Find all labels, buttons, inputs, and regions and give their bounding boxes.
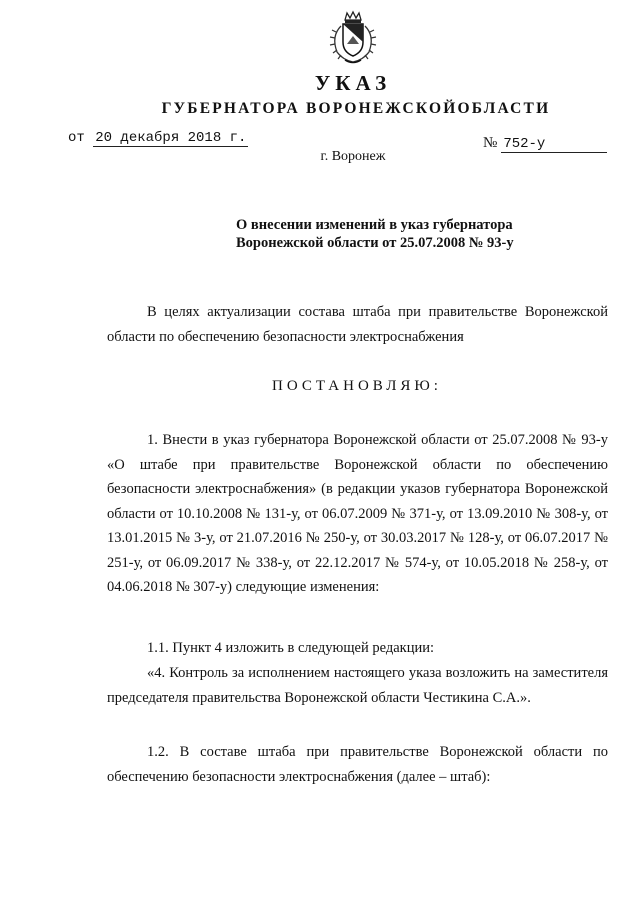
subject-line-1: О внесении изменений в указ губернатора [236, 217, 513, 233]
document-issuer: ГУБЕРНАТОРА ВОРОНЕЖСКОЙОБЛАСТИ [161, 100, 551, 117]
document-subject [236, 216, 514, 252]
preamble-block [107, 300, 608, 349]
item-1-1-paragraph: 1.1. Пункт 4 изложить в следующей редакции: [147, 640, 435, 656]
document-date [68, 130, 248, 147]
item-1-2-paragraph: 1.2. В составе штаба при правительстве Воронежской области по обеспечению безопасности электроснабжения (далее – штаб): [107, 744, 608, 785]
date-prefix: от [68, 130, 85, 146]
item-1-paragraph: 1. Внести в указ губернатора Воронежской области от 25.07.2008 № 93-у «О штабе при правительстве Воронежской области по обеспечению безопасности электроснабжения» (в редакции указов губернатора Воронежской области от 10.10.2008 № 131-у, от 06.07.2009 № 371-у, от 13.09.2010 № 308-у, от 13.01.2015 № 3-у, от 21.07.2016 № 250-у, от 30.03.2017 № 128-у, от 06.07.2017 № 251-у, от 06.09.2017 № 338-у, от 22.12.2017 № 574-у, от 10.05.2018 № 258-у, от 04.06.2018 № 307-у) следующие изменения: [107, 432, 608, 595]
item-1-2-block [107, 740, 608, 789]
document-city: г. Воронеж [320, 149, 386, 164]
number-prefix: № [483, 135, 498, 151]
date-value: 20 декабря 2018 г. [95, 130, 247, 146]
item-1-block [107, 428, 608, 600]
item-1-1-quote-block [107, 661, 608, 710]
voronezh-coat-of-arms-icon [323, 10, 383, 66]
item-1-1-block [107, 636, 608, 661]
document-title: УКАЗ [314, 71, 392, 95]
decree-word: ПОСТАНОВЛЯЮ: [272, 378, 442, 394]
number-value: 752-у [501, 136, 607, 153]
preamble-paragraph: В целях актуализации состава штаба при правительстве Воронежской области по обеспечению безопасности электроснабжения [107, 304, 608, 345]
subject-line-2: Воронежской области от 25.07.2008 № 93-у [236, 235, 514, 251]
item-1-1-quote-paragraph: «4. Контроль за исполнением настоящего указа возложить на заместителя председателя правительства Воронежской области Честикина С.А.». [107, 665, 608, 706]
